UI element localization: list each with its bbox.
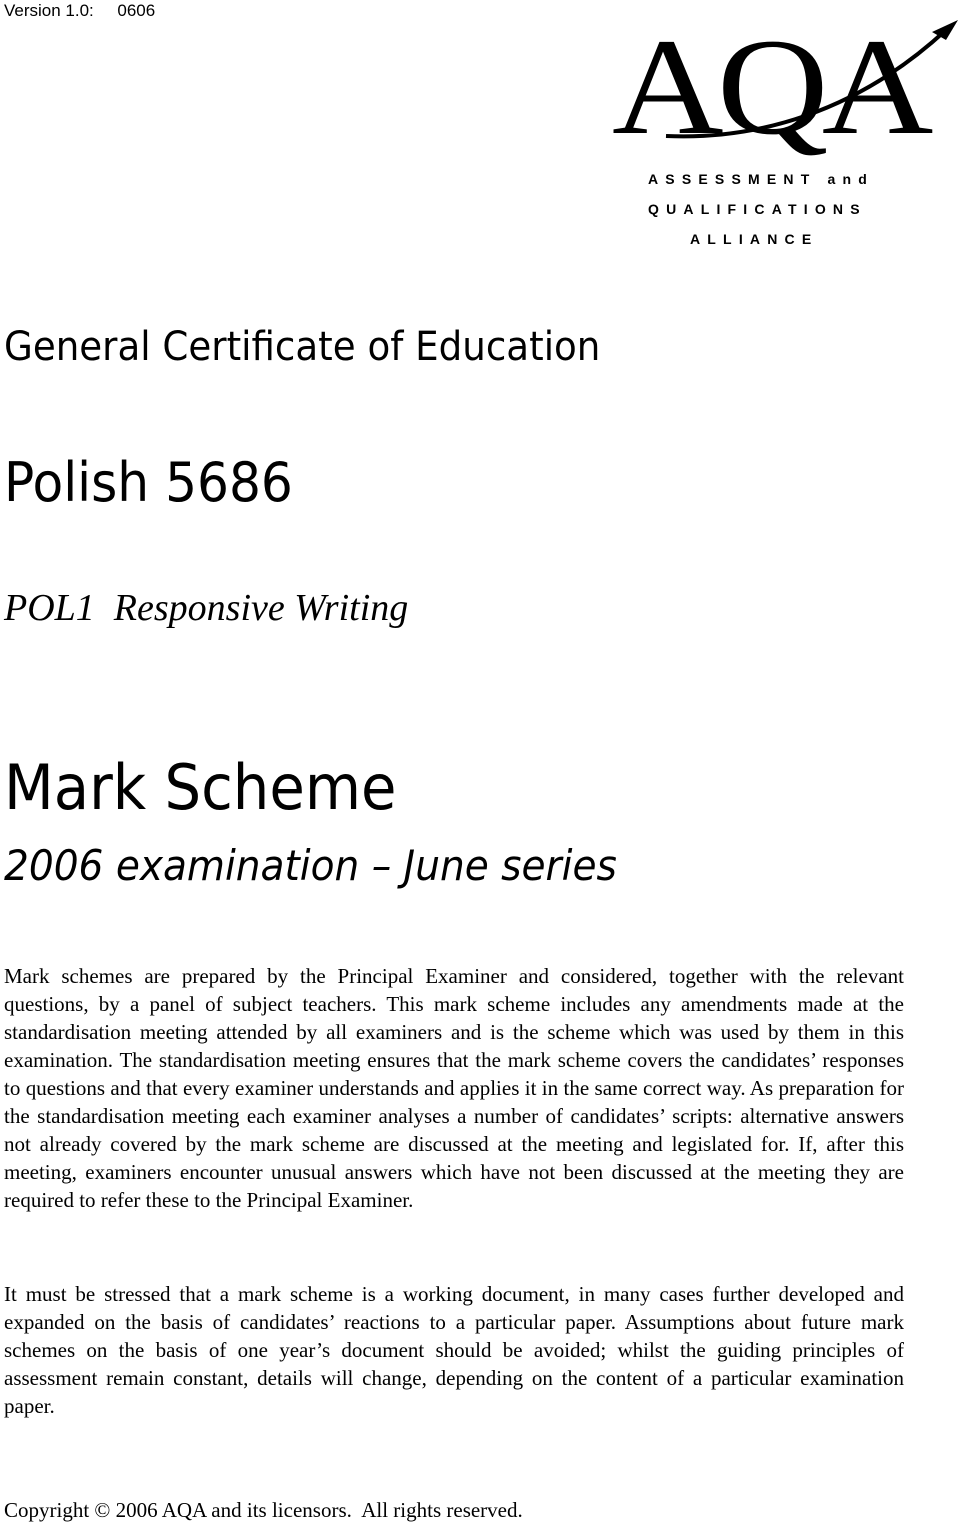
series-title: 2006 examination – June series [4, 841, 617, 890]
logo-line-qualifications: QUALIFICATIONS [648, 201, 867, 217]
logo-line-assessment: ASSESSMENT and [648, 171, 875, 187]
intro-paragraph: Mark schemes are prepared by the Principal Examiner and considered, together with the relevant questions, by a panel of subject teachers. This mark scheme includes any amendments made at the standardisation meeting attended by all examiners and is the scheme which was used by them in this examination. The standardisation meeting ensures that the mark scheme covers the candidates’ responses to questions and that every examiner understands and applies it in the same correct way. As preparation for the standardisation meeting each examiner analyses a number of candidates’ scripts: alternative answers not already covered by the mark scheme are discussed at the meeting and legislated for. If, after this meeting, examiners encounter unusual answers which have not been discussed at the meeting they are required to refer these to the Principal Examiner. [4, 964, 904, 1212]
working-document-paragraph: It must be stressed that a mark scheme is a working document, in many cases further developed and expanded on the basis of candidates’ reactions to a particular paper. Assumptions about future mark schemes on the basis of one year’s document should be avoided; whilst the guiding principles of assessment remain constant, details will change, depending on the content of a particular examination paper. [4, 1282, 904, 1418]
unit-title: POL1 Responsive Writing [4, 587, 409, 629]
aqa-logo [606, 10, 960, 252]
version-label: Version 1.0: 0606 [4, 1, 156, 20]
logo-line-alliance: ALLIANCE [690, 231, 819, 247]
logo-wordmark: AQA [612, 10, 927, 163]
logo-swoosh-icon [606, 10, 960, 163]
subject-title: Polish 5686 [4, 451, 293, 514]
qualification-title: General Certificate of Education [4, 324, 601, 370]
copyright-notice: Copyright © 2006 AQA and its licensors. All rights reserved. [4, 1498, 523, 1522]
document-title: Mark Scheme [4, 751, 397, 824]
